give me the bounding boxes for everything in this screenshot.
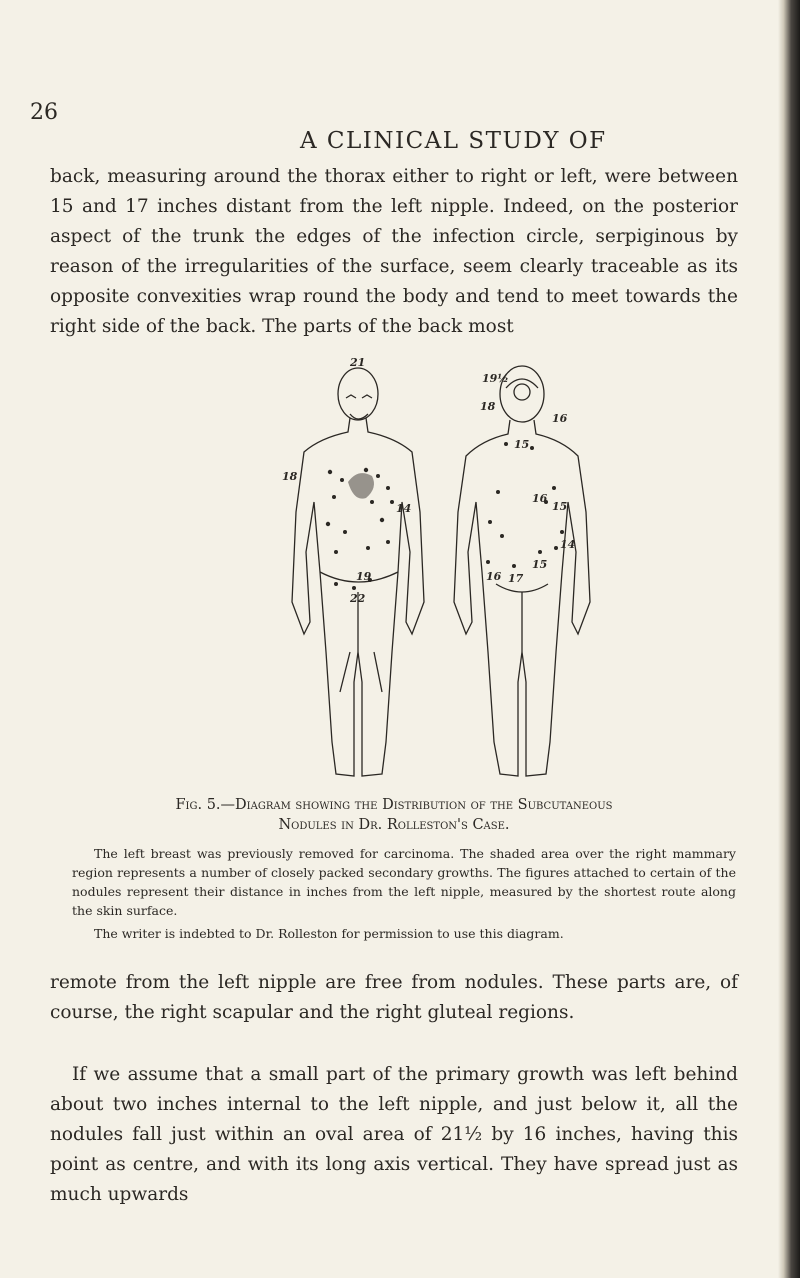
back-label-19-half: 19½ — [482, 372, 509, 385]
back-label-14: 14 — [560, 538, 576, 551]
back-label-15-upper: 15 — [514, 438, 530, 451]
back-label-16-mid: 16 — [532, 492, 548, 505]
paragraph-top: back, measuring around the thorax either to right or left, were between 15 and 17 inches distant from the left nipple. Indeed, on the posterior aspect of the trunk the edges of the infection circle, serpiginous by reason of the irregularities of the surface, seem clearly traceable as its opposite convexities wrap round the body and tend to meet towards the right side of the back. The parts of the back most — [50, 166, 738, 337]
back-label-16-upper: 16 — [552, 412, 568, 425]
front-label-14: 14 — [396, 502, 412, 515]
front-distance-labels — [282, 356, 411, 605]
front-eyes — [346, 395, 372, 398]
figure-caption-1: The left breast was previously removed for carcinoma. The shaded area over the right mammary region represents a number of closely packed secondary growths. The figures attached to certain of the nodules represent their distance in inches from the left nipple, measured by the shortest route along the skin surface. — [72, 846, 736, 918]
back-label-18: 18 — [480, 400, 496, 413]
paragraph-mid: remote from the left nipple are free from nodules. These parts are, of course, the right scapular and the right gluteal regions. — [50, 972, 738, 1023]
back-ear-mark — [514, 384, 530, 400]
front-head — [338, 368, 378, 420]
back-label-17: 17 — [508, 572, 524, 585]
figure-title-line-2: Nodules in Dr. Rolleston's Case. — [278, 817, 510, 833]
paragraph-bottom: If we assume that a small part of the primary growth was left behind about two inches internal to the left nipple, and just below it, all the nodules fall just within an oval area of 21½ by 16 inches, having this point as centre, and with its long axis vertical. They have spread just as much upwards — [50, 1064, 738, 1205]
front-label-21: 21 — [350, 356, 366, 369]
running-head: A CLINICAL STUDY OF — [300, 128, 607, 154]
back-label-15-mid: 15 — [552, 500, 568, 513]
page-number: 26 — [30, 100, 58, 125]
figure-body-diagram — [270, 352, 610, 792]
front-label-18: 18 — [282, 470, 298, 483]
back-label-16-lower: 16 — [486, 570, 502, 583]
back-label-15-lower: 15 — [532, 558, 548, 571]
page-spine-shadow — [778, 0, 800, 1278]
figure-caption-2: The writer is indebted to Dr. Rolleston for permission to use this diagram. — [94, 926, 564, 941]
front-label-19: 19 — [356, 570, 372, 583]
shaded-mammary-region — [348, 473, 374, 499]
back-distance-labels — [480, 372, 575, 585]
back-figure — [454, 366, 590, 776]
front-label-22: 22 — [350, 592, 366, 605]
figure-title-line-1: Fig. 5.—Diagram showing the Distribution of the Subcutaneous — [175, 797, 613, 813]
back-buttock-line — [496, 584, 548, 592]
figure-title — [50, 795, 738, 835]
body-diagram-svg — [270, 352, 610, 792]
